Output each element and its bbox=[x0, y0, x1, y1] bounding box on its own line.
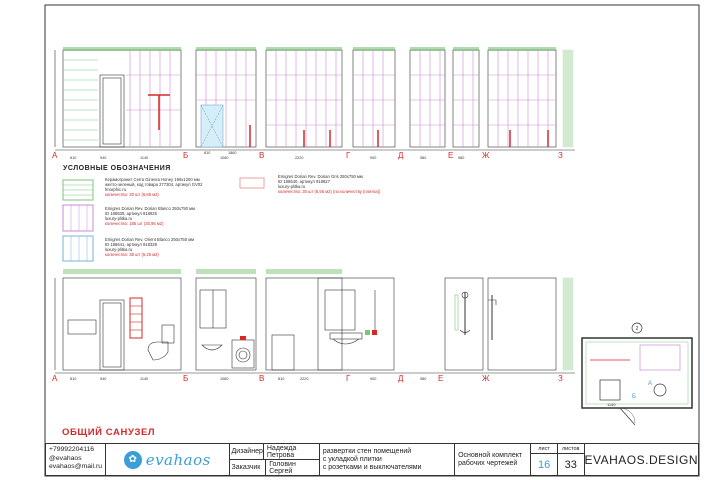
wall-letter: Е bbox=[448, 151, 454, 160]
elevation-zh-tiles bbox=[453, 47, 479, 147]
dimension-label: 900 bbox=[370, 377, 377, 381]
dimension-label: 810 bbox=[204, 151, 211, 155]
dimension-label: 980 bbox=[420, 156, 427, 160]
dimension-label: 1080 bbox=[220, 377, 229, 381]
legend-line: Emigres Dorian Rev. Dorian Blanco 250x750 мм bbox=[105, 206, 195, 211]
sheet-label: лист bbox=[531, 444, 558, 453]
wall-letter: Д bbox=[398, 151, 404, 160]
legend-swatch bbox=[63, 236, 93, 261]
designer-name: Надежда Петрова bbox=[266, 444, 297, 459]
logo bbox=[106, 444, 230, 475]
client-row bbox=[230, 460, 319, 475]
elevation-v-fixtures bbox=[196, 269, 256, 370]
sheet-numbers-header bbox=[531, 444, 583, 454]
legend-swatch bbox=[63, 205, 93, 231]
drawing-set bbox=[455, 444, 531, 475]
dimension-label: 940 bbox=[100, 156, 107, 160]
legend-line: ID 188641, артикул 918328 bbox=[105, 242, 157, 247]
legend-item-2 bbox=[63, 236, 194, 261]
legend-line: luxury-plitka.ru bbox=[105, 247, 133, 252]
legend-item-3 bbox=[240, 174, 381, 194]
dimension-label: 1140 bbox=[140, 377, 149, 381]
elevation-d-fixtures bbox=[318, 278, 394, 370]
logo-text: evahaos bbox=[145, 450, 211, 469]
elevation-zh-fixtures bbox=[445, 278, 483, 370]
legend-swatch bbox=[240, 178, 264, 188]
wall-letter: Д bbox=[398, 374, 404, 383]
legend-line: ID 188640, артикул 918827 bbox=[278, 179, 330, 184]
legend-line: Emigres Dorian Rev. Dorian Gris 250x750 мм bbox=[278, 174, 363, 179]
contact-info bbox=[46, 444, 106, 475]
dimension-label: 810 bbox=[70, 377, 77, 381]
wall-letter: Г bbox=[346, 151, 351, 160]
dimension-label: 2220 bbox=[295, 156, 304, 160]
wall-letters-top bbox=[52, 151, 563, 160]
legend-line: Керамогранит Cerra Ginevra Honey 196x1200 мм bbox=[105, 177, 200, 182]
wall-letter: Б bbox=[183, 151, 189, 160]
email: evahaos@mail.ru bbox=[49, 463, 102, 470]
legend-item-1 bbox=[63, 205, 195, 231]
wall-letter: Б bbox=[183, 374, 189, 383]
dimension-label: 1140 bbox=[140, 156, 149, 160]
legend-qty: количество: 165 шт (30,95 м2) bbox=[105, 221, 164, 226]
sheet-number: 16 bbox=[531, 454, 558, 475]
dimension-label: 2220 bbox=[300, 377, 309, 381]
legend-line: luxury-plitka.ru bbox=[105, 216, 133, 221]
set-line: Основной комплект bbox=[458, 451, 523, 459]
fixture-elevations-row bbox=[55, 269, 575, 373]
elevation-z-tiles bbox=[488, 47, 556, 147]
wall-letter: Г bbox=[346, 374, 351, 383]
designer-row bbox=[230, 444, 319, 460]
legend-line: Emigres Dorian Rev. Orient Blanco 250x750 мм bbox=[105, 237, 195, 242]
elevation-g-fixtures bbox=[266, 269, 342, 370]
title-block bbox=[45, 443, 699, 476]
elevation-z-fixtures bbox=[488, 278, 556, 370]
wall-letter: З bbox=[558, 374, 563, 383]
floor-plan bbox=[582, 323, 692, 425]
dimension-label: 1080 bbox=[220, 156, 229, 160]
wall-letter: А bbox=[52, 374, 58, 383]
legend-line: luxury-plitka.ru bbox=[278, 184, 306, 189]
legend-line: fmorphic.ru bbox=[105, 187, 126, 192]
roles-table bbox=[230, 444, 320, 475]
green-tile-strip bbox=[563, 50, 573, 147]
wall-letter: А bbox=[52, 151, 58, 160]
dimension-labels-bottom bbox=[70, 377, 426, 381]
desc-line: с розетками и выключателями bbox=[322, 463, 422, 471]
wall-letter: В bbox=[259, 151, 265, 160]
plan-outline bbox=[582, 338, 692, 408]
legend-qty: количество: 38 шт (5,25 м2) bbox=[105, 252, 159, 257]
elevation-v-tiles bbox=[196, 47, 256, 147]
tile-elevations-row bbox=[55, 47, 575, 150]
elevation-ab-fixtures bbox=[55, 269, 181, 370]
legend-line: желто-зеленый, код товара 277304, артикул GV02 bbox=[105, 182, 203, 187]
sheets-label: листов bbox=[561, 446, 580, 452]
legend-item-0 bbox=[63, 177, 203, 200]
dimension-label: 900 bbox=[370, 156, 377, 160]
wall-letter: Е bbox=[438, 374, 444, 383]
dimension-label: 1860 bbox=[228, 151, 237, 155]
plan-dim: 1140 bbox=[607, 402, 616, 407]
dimension-label: 810 bbox=[278, 377, 285, 381]
desc-line: с укладкой плитки bbox=[322, 455, 382, 463]
wall-letter: Ж bbox=[482, 374, 490, 383]
dimension-label: 940 bbox=[100, 377, 107, 381]
sheet-description bbox=[320, 444, 455, 475]
social-handle: @evahaos bbox=[49, 454, 82, 462]
elevation-g-tiles bbox=[266, 47, 342, 147]
client-name: Головин Сергей bbox=[269, 460, 296, 475]
flower-icon: ✿ bbox=[124, 451, 142, 469]
wall-letter: В bbox=[259, 374, 265, 383]
phone: +79992204116 bbox=[49, 446, 95, 453]
brand-name: EVAHAOS.DESIGN bbox=[584, 452, 698, 467]
dimension-label: 810 bbox=[70, 156, 77, 160]
role-label: Заказчик bbox=[230, 460, 267, 475]
sheets-total: 33 bbox=[564, 458, 577, 471]
elevation-ab-tiles bbox=[55, 47, 181, 147]
dimension-labels-top bbox=[70, 151, 464, 160]
legend bbox=[63, 165, 381, 261]
desc-line: развертки стен помещений bbox=[322, 447, 412, 455]
wall-letter: Ж bbox=[482, 151, 490, 160]
wall-letter: З bbox=[558, 151, 563, 160]
legend-line: ID 188635, артикул 918825 bbox=[105, 211, 157, 216]
sheet-numbers-values bbox=[531, 454, 583, 475]
legend-qty: количество: 30 шт (6,56 м2) (по количеству (плитка)) bbox=[278, 189, 381, 194]
plan-wall-b: Б bbox=[632, 394, 636, 400]
set-line: рабочих чертежей bbox=[458, 459, 518, 467]
elevation-d-tiles bbox=[353, 47, 395, 147]
dimension-label: 980 bbox=[420, 377, 427, 381]
section-title: ОБЩИЙ САНУЗЕЛ bbox=[62, 427, 156, 438]
green-tile-strip-bottom bbox=[563, 278, 573, 370]
plan-marker-label: 2 bbox=[635, 326, 639, 332]
plan-wall-a: А bbox=[648, 381, 653, 387]
sheet-numbers bbox=[531, 444, 584, 475]
legend-title: УСЛОВНЫЕ ОБОЗНАЧЕНИЯ bbox=[63, 165, 171, 172]
elevation-e-tiles bbox=[410, 47, 445, 147]
legend-qty: количество: 30 шт (6,65 м2) bbox=[105, 192, 159, 197]
dimension-label: 980 bbox=[458, 156, 465, 160]
role-label: Дизайнер bbox=[230, 444, 264, 459]
